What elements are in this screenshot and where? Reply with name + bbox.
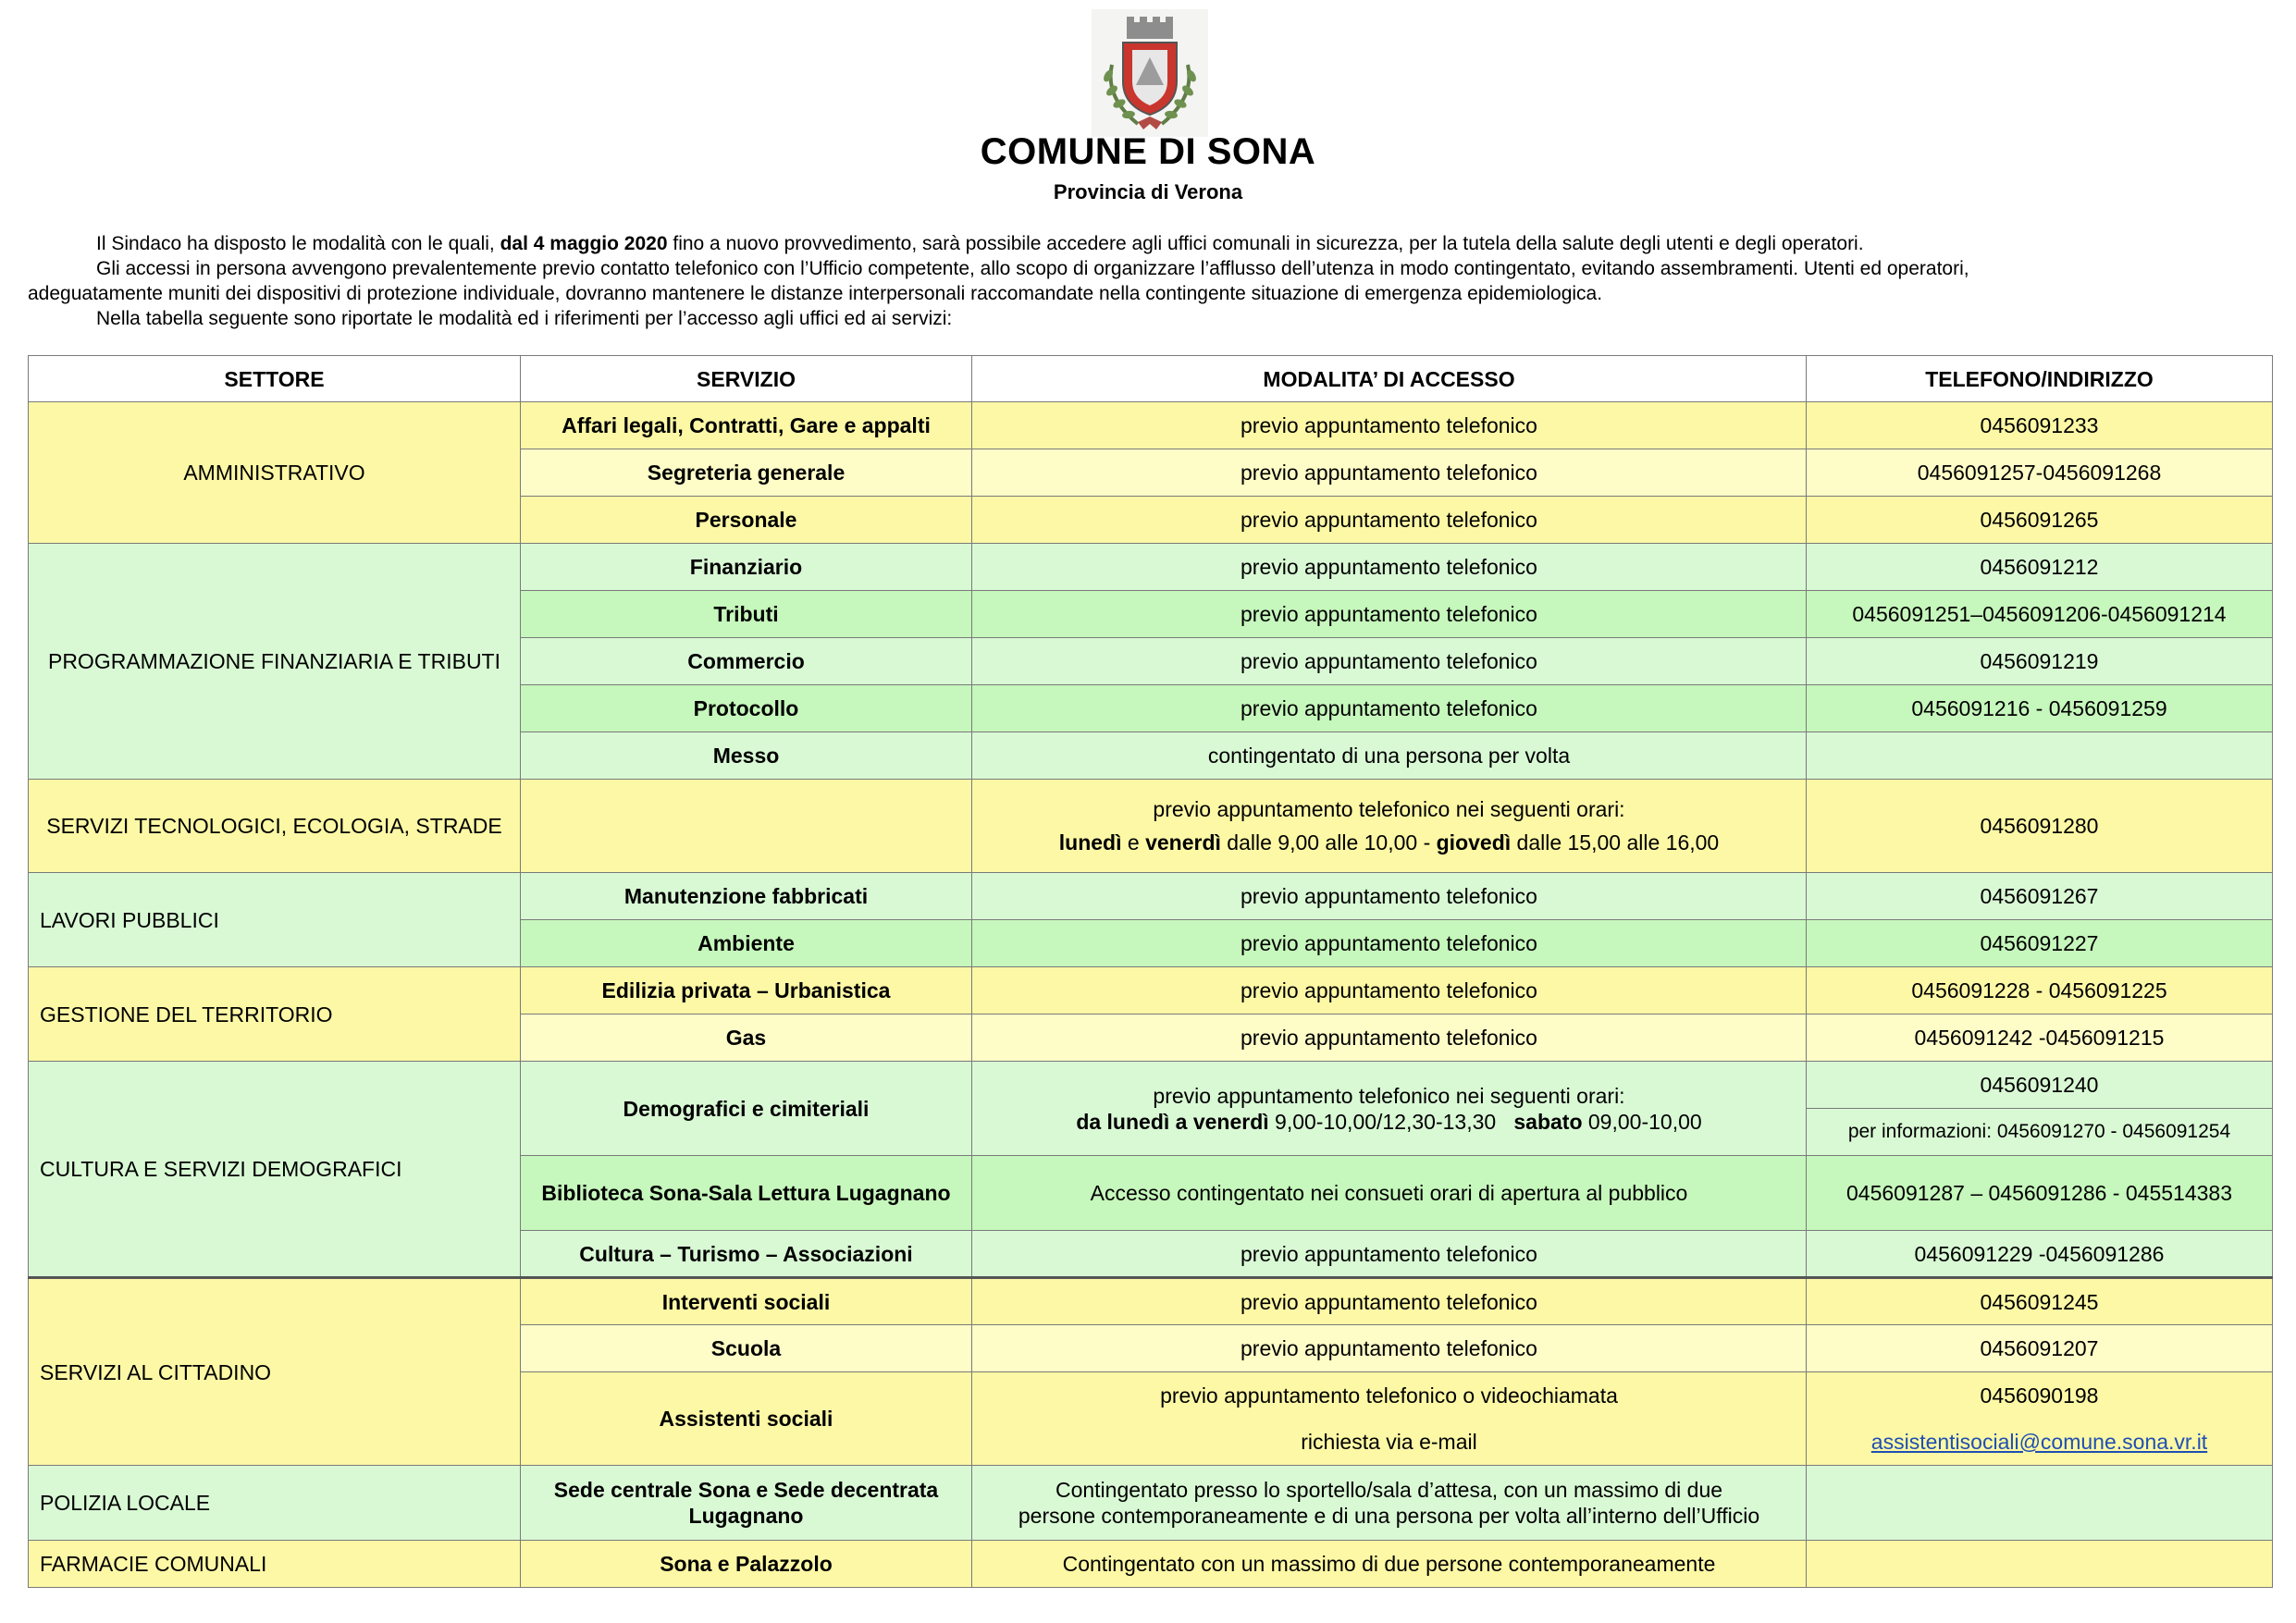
settore-territorio: GESTIONE DEL TERRITORIO xyxy=(29,967,521,1062)
telefono-cell: 0456091257-0456091268 xyxy=(1807,449,2273,497)
servizio-sona-palazzolo: Sona e Palazzolo xyxy=(521,1541,972,1588)
modalita-cell: contingentato di una persona per volta xyxy=(972,732,1807,780)
header-settore: SETTORE xyxy=(29,356,521,402)
settore-amministrativo: AMMINISTRATIVO xyxy=(29,402,521,544)
modalita-cell: previo appuntamento telefonico xyxy=(972,544,1807,591)
telefono-cell xyxy=(1807,1541,2273,1588)
telefono-cell: 0456091242 -0456091215 xyxy=(1807,1014,2273,1062)
page-subtitle: Provincia di Verona xyxy=(1053,180,1243,203)
servizio-edilizia: Edilizia privata – Urbanistica xyxy=(521,967,972,1014)
intro-paragraph-2: Gli accessi in persona avvengono prevalentemente previo contatto telefonico con l’Ufficio competente, allo scopo di organizzare l’afflusso dell’utenza in modo contingentato, evitando assembramenti. Utenti ed operatori, xyxy=(96,258,1969,279)
servizio-manutenzione: Manutenzione fabbricati xyxy=(521,873,972,920)
table-row xyxy=(29,967,2273,1014)
modalita-cell: previo appuntamento telefonico xyxy=(972,591,1807,638)
table-row xyxy=(29,873,2273,920)
modalita-cell: previo appuntamento telefonico xyxy=(972,1231,1807,1278)
settore-lavori: LAVORI PUBBLICI xyxy=(29,873,521,967)
servizio-cell-empty xyxy=(521,780,972,873)
servizio-protocollo: Protocollo xyxy=(521,685,972,732)
servizio-segreteria: Segreteria generale xyxy=(521,449,972,497)
email-link[interactable]: assistentisociali@comune.sona.vr.it xyxy=(1870,1430,2208,1454)
header-servizio: SERVIZIO xyxy=(521,356,972,402)
modalita-polizia-1: Contingentato presso lo sportello/sala d’attesa, con un massimo di due xyxy=(1055,1478,1723,1502)
telefono-cell: 0456091216 - 0456091259 xyxy=(1807,685,2273,732)
telefono-cell: 0456091267 xyxy=(1807,873,2273,920)
telefono-cell: 0456091251–0456091206-0456091214 xyxy=(1807,591,2273,638)
modalita-cell: previo appuntamento telefonico xyxy=(972,638,1807,685)
servizio-interventi: Interventi sociali xyxy=(521,1278,972,1325)
intro-paragraph-2-cont: adeguatamente muniti dei dispositivi di protezione individuale, dovranno mantenere le distanze interpersonali raccomandate nella contingente situazione di emergenza epidemiologica. xyxy=(28,283,1603,304)
telefono-cell: 0456091212 xyxy=(1807,544,2273,591)
orari-intro: previo appuntamento telefonico nei seguenti orari: xyxy=(1153,797,1625,821)
telefono-assistenti: 0456090198 xyxy=(1980,1383,2099,1408)
table-row xyxy=(29,780,2273,873)
telefono-cell: 0456091229 -0456091286 xyxy=(1807,1231,2273,1278)
modalita-cell: previo appuntamento telefonico xyxy=(972,967,1807,1014)
intro-paragraph-3: Nella tabella seguente sono riportate le modalità ed i riferimenti per l’accesso agli uffici ed ai servizi: xyxy=(96,308,953,329)
telefono-cell: 0456091207 xyxy=(1807,1325,2273,1372)
intro-text xyxy=(28,231,2285,331)
modalita-cell xyxy=(972,1372,1807,1466)
intro-paragraph-1: Il Sindaco ha disposto le modalità con le quali, dal 4 maggio 2020 fino a nuovo provvedimento, sarà possibile accedere agli uffici comunali in sicurezza, per la tutela della salute degli utenti e degli operatori. xyxy=(96,233,1864,254)
servizio-affari: Affari legali, Contratti, Gare e appalti xyxy=(521,402,972,449)
telefono-cell: 0456091228 - 0456091225 xyxy=(1807,967,2273,1014)
settore-cittadino: SERVIZI AL CITTADINO xyxy=(29,1278,521,1466)
servizio-gas: Gas xyxy=(521,1014,972,1062)
orari-intro: previo appuntamento telefonico nei seguenti orari: xyxy=(1153,1083,1625,1108)
table-row xyxy=(29,1278,2273,1325)
telefono-cell: 0456091280 xyxy=(1807,780,2273,873)
modalita-videochiamata: previo appuntamento telefonico o videochiamata xyxy=(1160,1383,1618,1408)
modalita-polizia-2: persone contemporaneamente e di una persona per volta all’interno dell’Ufficio xyxy=(1018,1504,1760,1528)
telefono-cell: 0456091219 xyxy=(1807,638,2273,685)
servizio-messo: Messo xyxy=(521,732,972,780)
servizio-cultura-turismo: Cultura – Turismo – Associazioni xyxy=(521,1231,972,1278)
modalita-cell: previo appuntamento telefonico xyxy=(972,1325,1807,1372)
modalita-cell: previo appuntamento telefonico xyxy=(972,685,1807,732)
telefono-cell: 0456091227 xyxy=(1807,920,2273,967)
servizio-sede-centrale: Sede centrale Sona e Sede decentrata Lugagnano xyxy=(521,1466,972,1541)
telefono-cell: 0456091240 xyxy=(1807,1062,2273,1109)
modalita-cell: previo appuntamento telefonico xyxy=(972,449,1807,497)
modalita-email: richiesta via e-mail xyxy=(1301,1430,1477,1454)
modalita-cell xyxy=(972,1466,1807,1541)
telefono-cell xyxy=(1807,1372,2273,1466)
orari-detail: lunedì e venerdì dalle 9,00 alle 10,00 - giovedì dalle 15,00 alle 16,00 xyxy=(1058,830,1720,855)
settore-tecnologici: SERVIZI TECNOLOGICI, ECOLOGIA, STRADE xyxy=(29,780,521,873)
modalita-cell: previo appuntamento telefonico xyxy=(972,402,1807,449)
modalita-cell: previo appuntamento telefonico xyxy=(972,920,1807,967)
telefono-cell: 0456091265 xyxy=(1807,497,2273,544)
servizio-scuola: Scuola xyxy=(521,1325,972,1372)
settore-polizia: POLIZIA LOCALE xyxy=(29,1466,521,1541)
table-row xyxy=(29,1466,2273,1541)
modalita-cell: Contingentato con un massimo di due persone contemporaneamente xyxy=(972,1541,1807,1588)
settore-farmacie: FARMACIE COMUNALI xyxy=(29,1541,521,1588)
telefono-cell: 0456091233 xyxy=(1807,402,2273,449)
table-row xyxy=(29,402,2273,449)
modalita-cell: previo appuntamento telefonico xyxy=(972,1278,1807,1325)
servizio-demografici: Demografici e cimiteriali xyxy=(521,1062,972,1156)
settore-cultura: CULTURA E SERVIZI DEMOGRAFICI xyxy=(29,1062,521,1278)
modalita-cell: previo appuntamento telefonico xyxy=(972,1014,1807,1062)
telefono-cell: 0456091245 xyxy=(1807,1278,2273,1325)
modalita-cell: previo appuntamento telefonico xyxy=(972,497,1807,544)
orari-detail: da lunedì a venerdì 9,00-10,00/12,30-13,30 sabato 09,00-10,00 xyxy=(1076,1109,1702,1134)
coat-of-arms-logo xyxy=(1092,9,1208,137)
telefono-cell xyxy=(1807,732,2273,780)
offices-access-table xyxy=(28,355,2273,1588)
table-row xyxy=(29,544,2273,591)
header-telefono: TELEFONO/INDIRIZZO xyxy=(1807,356,2273,402)
header-modalita: MODALITA’ DI ACCESSO xyxy=(972,356,1807,402)
servizio-personale: Personale xyxy=(521,497,972,544)
telefono-cell xyxy=(1807,1466,2273,1541)
modalita-cell xyxy=(972,1062,1807,1156)
servizio-finanziario: Finanziario xyxy=(521,544,972,591)
servizio-ambiente: Ambiente xyxy=(521,920,972,967)
modalita-cell: previo appuntamento telefonico xyxy=(972,873,1807,920)
table-header-row xyxy=(29,356,2273,402)
servizio-biblioteca: Biblioteca Sona-Sala Lettura Lugagnano xyxy=(521,1156,972,1231)
table-row xyxy=(29,1062,2273,1109)
modalita-cell xyxy=(972,780,1807,873)
telefono-informazioni: per informazioni: 0456091270 - 0456091254 xyxy=(1807,1109,2273,1156)
telefono-cell: 0456091287 – 0456091286 - 045514383 xyxy=(1807,1156,2273,1231)
servizio-commercio: Commercio xyxy=(521,638,972,685)
modalita-cell: Accesso contingentato nei consueti orari di apertura al pubblico xyxy=(972,1156,1807,1231)
servizio-assistenti: Assistenti sociali xyxy=(521,1372,972,1466)
page-title: COMUNE DI SONA xyxy=(980,131,1316,172)
table-row xyxy=(29,1541,2273,1588)
settore-programmazione: PROGRAMMAZIONE FINANZIARIA E TRIBUTI xyxy=(29,544,521,780)
servizio-tributi: Tributi xyxy=(521,591,972,638)
